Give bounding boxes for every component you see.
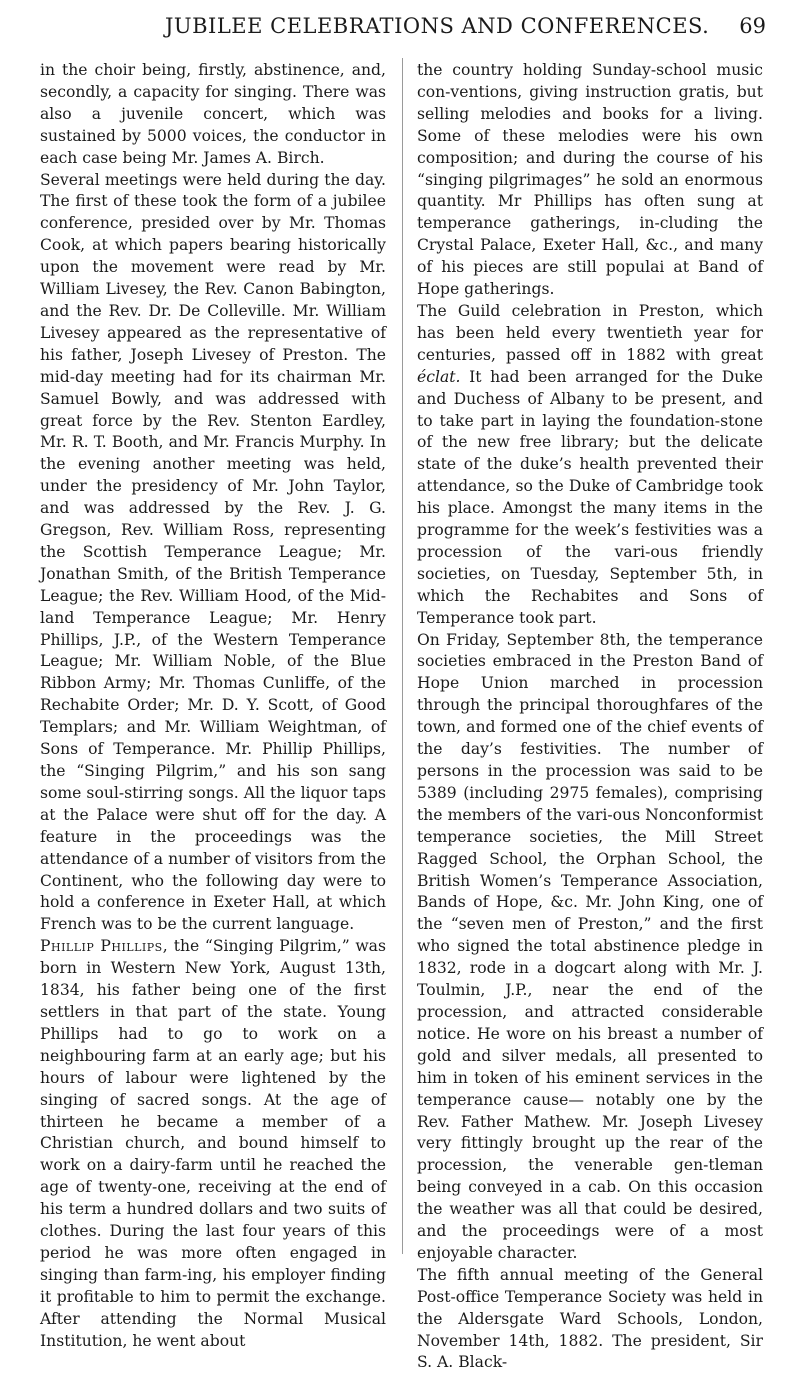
column-divider bbox=[402, 58, 403, 1254]
running-header bbox=[0, 14, 800, 44]
small-caps-name: Phillip Phillips, bbox=[40, 937, 169, 956]
paragraph-sunday-school: the country holding Sunday-school music con-ventions, giving instruction gratis, but selling melodies and books for a living. Some of these melodies were his own composition; and during the course of his “singing pilgrimages” he sold an enormous quantity. Mr Phillips has often sung at temperance gatherings, in-cluding the Crystal Palace, Exeter Hall, &c., and many of his pieces are still populai at Band of Hope gatherings. bbox=[417, 61, 763, 299]
left-column bbox=[40, 60, 386, 1352]
paragraph-procession: On Friday, September 8th, the temperance societies embraced in the Preston Band of Hope Union marched in procession through the principal thoroughfares of the town, and formed one of the chief events of the day’s festivities. The number of persons in the procession was said to be 5389 (including 2975 females), comprising the members of the vari-ous Nonconformist temperance societies, the Mill Street Ragged School, the Orphan School, the British Women’s Temperance Association, Bands of Hope, &c. Mr. John King, one of the “seven men of Preston,” and the first who signed the total abstinence pledge in 1832, rode in a dogcart along with Mr. J. Toulmin, J.P., near the end of the procession, and attracted considerable notice. He wore on his breast a number of gold and silver medals, all presented to him in token of his eminent services in the temperance cause— notably one by the Rev. Father Mathew. Mr. Joseph Livesey very fittingly brought up the rear of the procession, the venerable gen-tleman being conveyed in a cab. On this occasion the weather was all that could be desired, and the proceedings were of a most enjoyable character. bbox=[417, 630, 763, 1262]
paragraph-phillip-phillips bbox=[40, 936, 386, 1352]
paragraph-post-office: The fifth annual meeting of the General Post-office Temperance Society was held in the Aldersgate Ward Schools, London, November 14th, 1882. The president, Sir S. A. Black- bbox=[417, 1265, 763, 1372]
guild-italic-eclat: éclat. bbox=[417, 367, 461, 386]
paragraph-phillip-phillips-text: the “Singing Pilgrim,” was born in Western New York, August 13th, 1834, his father being one of the first settlers in that part of the state. Young Phillips had to go to work on a neighbouring farm at an early age; but his hours of labour were lightened by the singing of sacred songs. At the age of thirteen he became a member of a Christian church, and bound himself to work on a dairy-farm until he reached the age of twenty-one, receiving at the end of his term a hundred dollars and two suits of clothes. During the last four years of this period he was more often engaged in singing than farm-ing, his employer finding it profitable to him to permit the exchange. After attending the Normal Musical Institution, he went about bbox=[40, 937, 386, 1350]
paragraph-guild-celebration bbox=[417, 301, 763, 630]
right-column bbox=[417, 60, 763, 1374]
running-head-title: JUBILEE CELEBRATIONS AND CONFERENCES. bbox=[165, 14, 710, 38]
guild-text-a: The Guild celebration in Preston, which has been held every twentieth year for centuries, passed off in 1882 with great bbox=[417, 301, 763, 364]
paragraph-choir-concert: in the choir being, firstly, abstinence, and, secondly, a capacity for singing. There was also a juvenile concert, which was sustained by 5000 voices, the conductor in each case being Mr. James A. Birch. bbox=[40, 61, 386, 167]
page-number: 69 bbox=[739, 14, 766, 38]
paragraph-meetings: Several meetings were held during the day. The first of these took the form of a jubilee conference, presided over by Mr. Thomas Cook, at which papers bearing historically upon the movement were read by Mr. William Livesey, the Rev. Canon Babington, and the Rev. Dr. De Colleville. Mr. William Livesey appeared as the representative of his father, Joseph Livesey of Preston. The mid-day meeting had for its chairman Mr. Samuel Bowly, and was addressed with great force by the Rev. Stenton Eardley, Mr. R. T. Booth, and Mr. Francis Murphy. In the evening another meeting was held, under the presidency of Mr. John Taylor, and was addressed by the Rev. J. G. Gregson, Rev. William Ross, representing the Scottish Temperance League; Mr. Jonathan Smith, of the British Temperance League; the Rev. William Hood, of the Mid-land Temperance League; Mr. Henry Phillips, J.P., of the Western Temperance League; Mr. William Noble, of the Blue Ribbon Army; Mr. Thomas Cunliffe, of the Rechabite Order; Mr. D. Y. Scott, of Good Templars; and Mr. William Weightman, of Sons of Temperance. Mr. Phillip Phillips, the “Singing Pilgrim,” and his son sang some soul-stirring songs. All the liquor taps at the Palace were shut off for the day. A feature in the proceedings was the attendance of a number of visitors from the Continent, who the following day were to hold a conference in Exeter Hall, at which French was to be the current language. bbox=[40, 170, 386, 934]
guild-text-b: It had been arranged for the Duke and Duchess of Albany to be present, and to take part in laying the foundation-stone of the new free library; but the delicate state of the duke’s health prevented their attendance, so the Duke of Cambridge took his place. Amongst the many items in the programme for the week’s festivities was a procession of the vari-ous friendly societies, on Tuesday, September 5th, in which the Rechabites and Sons of Temperance took part. bbox=[417, 367, 763, 627]
